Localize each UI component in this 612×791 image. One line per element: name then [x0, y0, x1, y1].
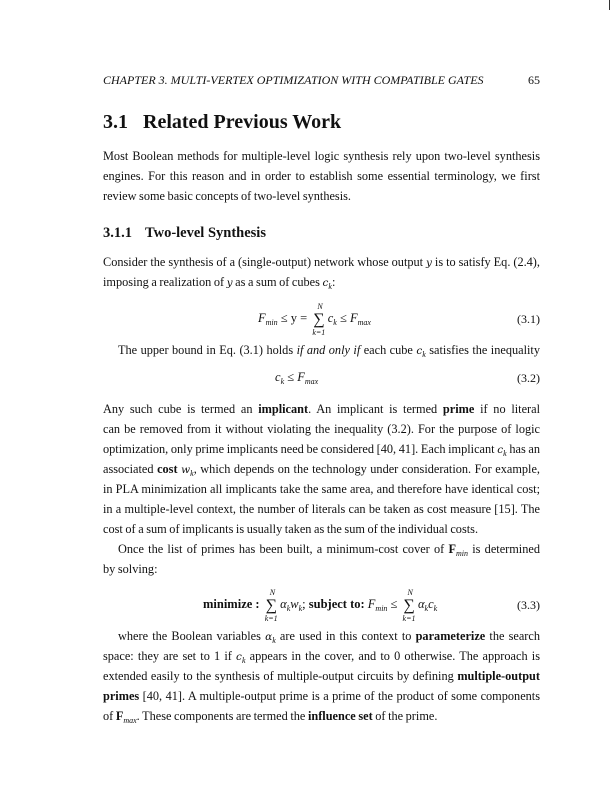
text-run: where the Boolean variables: [118, 629, 266, 643]
summation-symbol: ∑ N k=1: [402, 588, 416, 623]
bold-term: multiple-output: [457, 669, 540, 683]
math-symbol: c: [416, 345, 423, 357]
text-run: . These components are termed the: [136, 709, 308, 723]
text-run: by solving:: [103, 562, 158, 576]
math-symbol: if and only if: [296, 343, 361, 357]
text-run: , which depends on the technology under consideration. For example,: [193, 462, 541, 476]
paragraph-line: [118, 342, 540, 358]
paragraph-line: [103, 481, 540, 497]
equation-3-3: [203, 588, 438, 623]
paragraph-line: [103, 521, 540, 537]
math-symbol: F: [448, 542, 456, 556]
math-token: k: [333, 318, 337, 327]
summation-symbol: ∑ N k=1: [264, 588, 278, 623]
math-token: N: [269, 588, 276, 597]
text-run: the search: [485, 629, 540, 643]
subsection-heading: [103, 225, 266, 242]
header-title: CHAPTER 3. MULTI-VERTEX OPTIMIZATION WITH COMPATIBLE GATES: [103, 73, 484, 87]
text-run: space: they are set to 1 if: [103, 649, 237, 663]
math-token: k: [298, 604, 303, 613]
paragraph-line: [103, 168, 540, 184]
math-token: min: [375, 604, 388, 613]
math-token: minimize :: [203, 597, 260, 611]
paragraph-line: [103, 441, 540, 457]
subsection-number: 3.1.1: [103, 225, 132, 241]
text-run: of the prime.: [372, 709, 438, 723]
equation-number: (3.2): [517, 371, 540, 385]
math-token: α: [280, 597, 287, 611]
text-run: of: [103, 709, 116, 723]
paragraph-line: [103, 648, 540, 664]
text-run: is to satisfy Eq. (2.4),: [431, 255, 540, 269]
section-title: Related Previous Work: [143, 111, 342, 133]
text-run: Consider the synthesis of a (single-output) network whose output: [103, 255, 427, 269]
running-header: [103, 73, 540, 88]
paragraph-line: [103, 421, 540, 437]
equation-number: (3.3): [517, 598, 540, 612]
text-run: has an: [506, 442, 540, 456]
math-token: k=1: [312, 328, 326, 337]
text-run: are used in this context to: [275, 629, 416, 643]
math-token: min: [265, 318, 278, 327]
math-token: c: [275, 370, 281, 384]
math-token: c: [428, 597, 434, 611]
math-token: subject to:: [308, 597, 365, 611]
bold-term: parameterize: [415, 629, 486, 643]
math-token: N: [407, 588, 413, 597]
math-token: k: [286, 604, 291, 613]
section-heading: [103, 111, 341, 134]
math-token: F: [349, 311, 358, 325]
paragraph-line: [103, 254, 540, 270]
math-token: k: [433, 604, 438, 613]
math-symbol: min: [456, 549, 468, 558]
math-symbol: w: [181, 464, 191, 476]
text-run: extended easily to the synthesis of multiple-output circuits by defining: [103, 669, 458, 683]
math-symbol: k: [241, 656, 246, 665]
math-symbol: k: [190, 469, 194, 478]
paragraph-line: [103, 401, 540, 417]
text-run: associated: [103, 462, 158, 476]
section-number: 3.1: [103, 111, 128, 133]
math-token: ≤: [387, 597, 401, 611]
text-run: [40, 41]. A multiple-output prime is a prime of the product of some components: [139, 689, 540, 703]
math-token: ;: [302, 597, 306, 611]
math-token: ≤: [284, 370, 298, 384]
math-symbol: max: [123, 716, 137, 725]
paragraph-line: [103, 561, 540, 577]
text-run: Any such cube is termed an: [103, 402, 259, 416]
math-token: ≤: [336, 311, 350, 325]
math-token: F: [258, 311, 266, 325]
page-number: 65: [528, 73, 540, 87]
paragraph-line: [118, 628, 540, 644]
math-token: max: [357, 318, 371, 327]
text-run: optimization, only prime implicants need be considered [40, 41]. Each implicant: [103, 442, 498, 456]
text-run: review some basic concepts of two-level synthesis.: [103, 189, 351, 203]
bold-term: prime: [442, 402, 475, 416]
text-run: as a sum of cubes: [232, 275, 323, 289]
math-token: k: [424, 604, 429, 613]
text-run: if no literal: [474, 402, 540, 416]
text-run: engines. For this reason and in order to establish some essential terminology, we first: [103, 169, 540, 183]
math-symbol: y: [226, 277, 233, 289]
math-token: F: [297, 370, 305, 384]
math-symbol: F: [115, 709, 124, 723]
equation-3-1: [258, 302, 371, 337]
math-symbol: y: [426, 257, 432, 269]
paragraph-line: [103, 708, 540, 724]
text-run: appears in the cover, and to 0 otherwise. The approach is: [245, 649, 540, 663]
paragraph-line: [103, 461, 540, 477]
text-run: The upper bound in Eq. (3.1) holds: [118, 343, 297, 357]
math-symbol: c: [322, 277, 329, 289]
summation-symbol: ∑ N k=1: [312, 302, 326, 337]
math-token: F: [367, 597, 376, 611]
text-run: in a multiple-level context, the number of literals can be taken as cost measure [15]. The: [103, 502, 540, 516]
math-token: max: [304, 377, 319, 386]
scan-artifact-line: [609, 0, 610, 10]
bold-term: primes: [103, 689, 140, 703]
bold-term: influence set: [307, 709, 373, 723]
paragraph-line: [103, 688, 540, 704]
paragraph-line: [103, 188, 540, 204]
bold-term: implicant: [258, 402, 309, 416]
math-token: k: [280, 377, 285, 386]
math-symbol: k: [272, 636, 276, 645]
math-token: c: [327, 311, 334, 325]
text-run: satisfies the inequality: [425, 343, 540, 357]
math-token: k=1: [402, 614, 416, 623]
text-run: . An implicant is termed: [308, 402, 443, 416]
text-run: Once the list of primes has been built, a minimum-cost cover of: [118, 542, 449, 556]
math-token: ≤ y =: [277, 311, 311, 325]
paragraph-line: [103, 501, 540, 517]
text-run: can be removed from it without violating the inequality (3.2). For the purpose of logic: [103, 422, 540, 436]
text-run: in PLA minimization all implicants take the same area, and therefore have identical cost;: [103, 482, 540, 496]
text-run: each cube: [360, 343, 417, 357]
math-symbol: c: [236, 651, 242, 663]
paragraph-line: [103, 274, 540, 290]
math-token: α: [417, 597, 425, 611]
text-run: Most Boolean methods for multiple-level logic synthesis rely upon two-level synthesis: [103, 149, 540, 163]
paragraph-line: [103, 668, 540, 684]
paragraph-line: [118, 541, 540, 557]
math-symbol: k: [328, 282, 332, 291]
math-token: w: [290, 597, 299, 611]
math-token: k=1: [264, 614, 278, 623]
math-symbol: k: [503, 449, 507, 458]
math-token: N: [317, 302, 323, 311]
equation-number: (3.1): [517, 312, 540, 326]
text-run: is determined: [468, 542, 540, 556]
text-run: cost of a sum of implicants is usually taken as the sum of the individual costs.: [103, 522, 479, 536]
math-symbol: c: [497, 444, 504, 456]
text-run: :: [331, 275, 336, 289]
math-symbol: α: [265, 631, 273, 643]
subsection-title: Two-level Synthesis: [145, 225, 266, 241]
math-symbol: k: [422, 350, 426, 359]
bold-term: cost: [157, 462, 178, 476]
equation-3-2: [275, 369, 318, 390]
text-run: imposing a realization of: [103, 275, 227, 289]
paragraph-line: [103, 148, 540, 164]
